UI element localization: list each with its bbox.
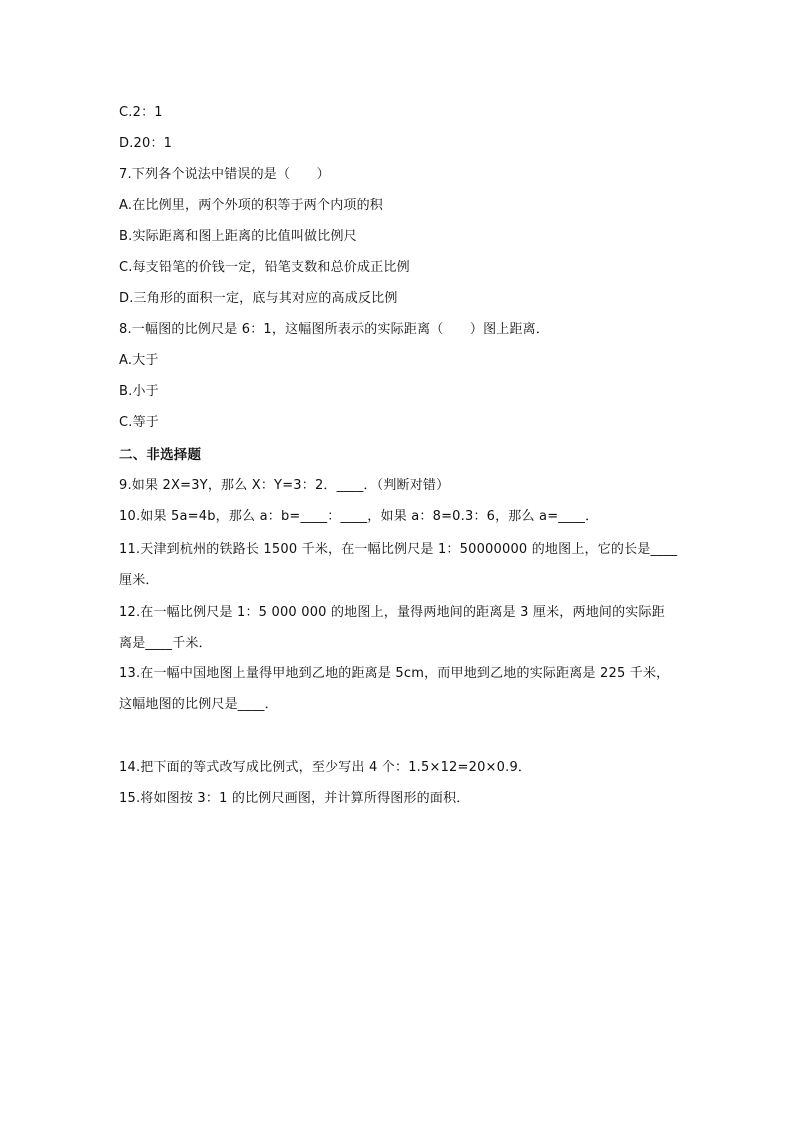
question-9: 9.如果 2X=3Y，那么 X：Y=3：2．____．（判断对错） <box>119 478 450 493</box>
question-13-line-2: 这幅地图的比例尺是____． <box>119 697 278 712</box>
option-8c: C.等于 <box>119 415 160 430</box>
question-7: 7.下列各个说法中错误的是（ ） <box>119 167 330 182</box>
question-12-line-2: 离是____千米． <box>119 636 212 651</box>
question-12-line-1: 12.在一幅比例尺是 1：5 000 000 的地图上，量得两地间的距离是 3 厘米，两地间的实际距 <box>119 605 665 620</box>
option-8a: A.大于 <box>119 353 159 368</box>
option-6c: C.2：1 <box>119 105 163 120</box>
question-14: 14.把下面的等式改写成比例式，至少写出 4 个：1.5×12=20×0.9． <box>119 760 532 775</box>
option-7b: B.实际距离和图上距离的比值叫做比例尺 <box>119 229 357 244</box>
question-13-line-1: 13.在一幅中国地图上量得甲地到乙地的距离是 5cm，而甲地到乙地的实际距离是 225 千米， <box>119 666 670 681</box>
option-7a: A.在比例里，两个外项的积等于两个内项的积 <box>119 198 383 213</box>
option-7d: D.三角形的面积一定，底与其对应的高成反比例 <box>119 291 398 306</box>
option-8b: B.小于 <box>119 384 159 399</box>
question-11-line-2: 厘米． <box>119 573 159 588</box>
option-7c: C.每支铅笔的价钱一定，铅笔支数和总价成正比例 <box>119 260 410 275</box>
question-10: 10.如果 5a=4b，那么 a：b=____：____，如果 a：8=0.3：6，那么 a=____． <box>119 509 599 524</box>
question-11-line-1: 11.天津到杭州的铁路长 1500 千米，在一幅比例尺是 1：50000000 的地图上，它的长是____ <box>119 542 678 557</box>
option-6d: D.20：1 <box>119 136 173 151</box>
section-heading: 二、非选择题 <box>119 447 202 463</box>
question-15: 15.将如图按 3：1 的比例尺画图，并计算所得图形的面积． <box>119 791 470 806</box>
question-8: 8.一幅图的比例尺是 6：1，这幅图所表示的实际距离（ ）图上距离． <box>119 322 550 337</box>
